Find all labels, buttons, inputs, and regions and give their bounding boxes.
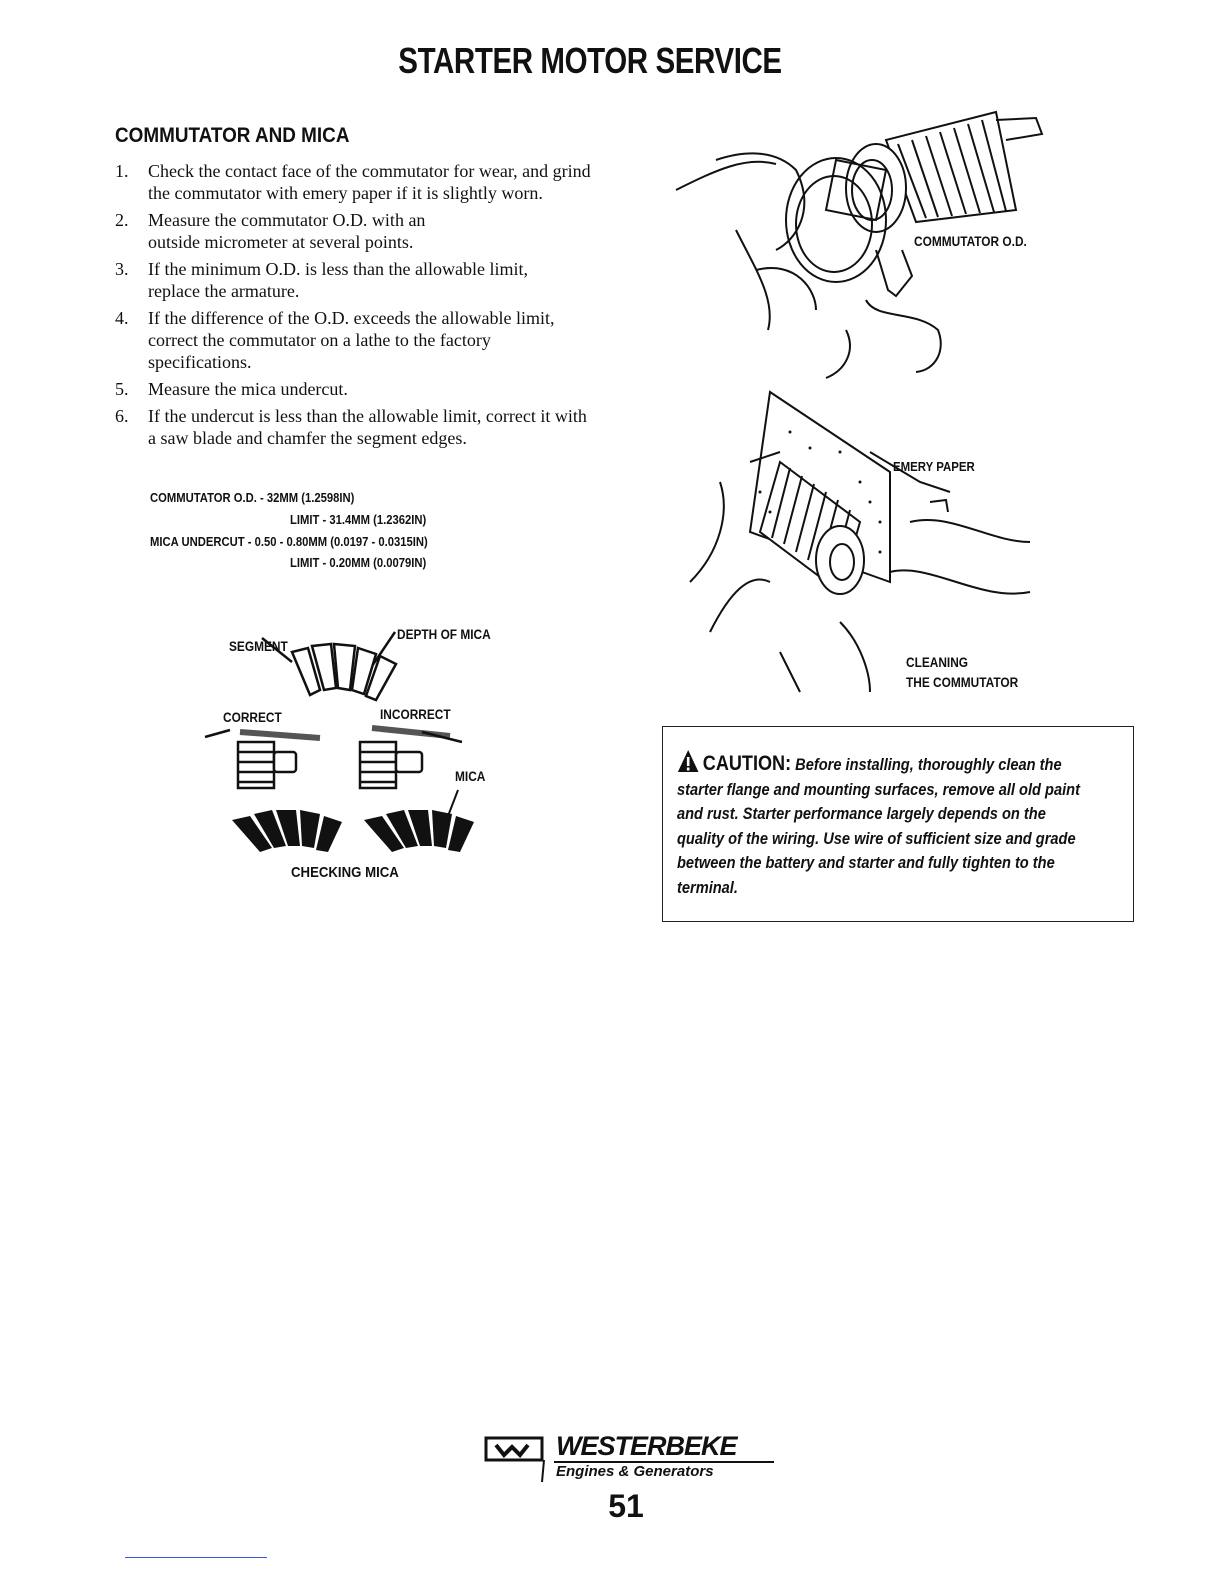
label-mica: MICA bbox=[455, 769, 486, 784]
label-cleaning: CLEANING bbox=[906, 655, 969, 670]
label-depth-of-mica: DEPTH OF MICA bbox=[397, 627, 491, 642]
brand-tagline: Engines & Generators bbox=[556, 1463, 714, 1480]
list-item: 4. If the difference of the O.D. exceeds the allowable limit, correct the commutator on a lathe to the factory specifications. bbox=[115, 308, 555, 372]
spec-commutator-od: COMMUTATOR O.D. - 32MM (1.2598IN) bbox=[150, 491, 355, 505]
list-item: 6. If the undercut is less than the allowable limit, correct it with a saw blade and chamfer the segment edges. bbox=[115, 406, 587, 448]
cleaning-commutator-illustration bbox=[690, 392, 1050, 702]
label-correct: CORRECT bbox=[223, 710, 282, 725]
checking-mica-diagram bbox=[200, 620, 520, 880]
spec-mica-undercut: MICA UNDERCUT - 0.50 - 0.80MM (0.0197 - 0.0315IN) bbox=[150, 535, 428, 549]
list-item: 1. Check the contact face of the commutator for wear, and grind the commutator with emery paper if it is slightly worn. bbox=[115, 161, 591, 203]
warning-triangle-icon bbox=[677, 749, 699, 773]
label-incorrect: INCORRECT bbox=[380, 707, 451, 722]
page-title: STARTER MOTOR SERVICE bbox=[398, 40, 782, 81]
list-item: 5. Measure the mica undercut. bbox=[115, 379, 348, 399]
list-item: 3. If the minimum O.D. is less than the allowable limit, replace the armature. bbox=[115, 259, 528, 301]
caution-box bbox=[662, 726, 1134, 922]
caution-label: CAUTION: bbox=[702, 752, 792, 775]
brand-name: WESTERBEKE bbox=[556, 1431, 737, 1461]
spec-mica-limit: LIMIT - 0.20MM (0.0079IN) bbox=[290, 556, 427, 570]
figure-caption-checking-mica: CHECKING MICA bbox=[291, 864, 399, 881]
list-item: 2. Measure the commutator O.D. with an outside micrometer at several points. bbox=[115, 210, 426, 252]
westerbeke-w-icon bbox=[484, 1436, 548, 1482]
procedure-steps bbox=[115, 160, 595, 454]
caution-body: Before installing, thoroughly clean the starter flange and mounting surfaces, remove all old paint and rust. Starter performance largely depends on the quality of the wiring. Use wire of sufficient size and grade between the battery and starter and fully tighten to the terminal. bbox=[677, 755, 1080, 897]
label-the-commutator: THE COMMUTATOR bbox=[906, 675, 1019, 690]
footer-rule bbox=[125, 1557, 267, 1558]
westerbeke-logo bbox=[484, 1432, 784, 1484]
section-heading: COMMUTATOR AND MICA bbox=[115, 124, 350, 147]
caution-text bbox=[677, 749, 1090, 900]
page-number: 51 bbox=[608, 1488, 644, 1524]
spec-commutator-limit: LIMIT - 31.4MM (1.2362IN) bbox=[290, 513, 427, 527]
label-commutator-od: COMMUTATOR O.D. bbox=[914, 234, 1027, 249]
label-segment: SEGMENT bbox=[229, 639, 288, 654]
label-emery-paper: EMERY PAPER bbox=[893, 459, 975, 474]
